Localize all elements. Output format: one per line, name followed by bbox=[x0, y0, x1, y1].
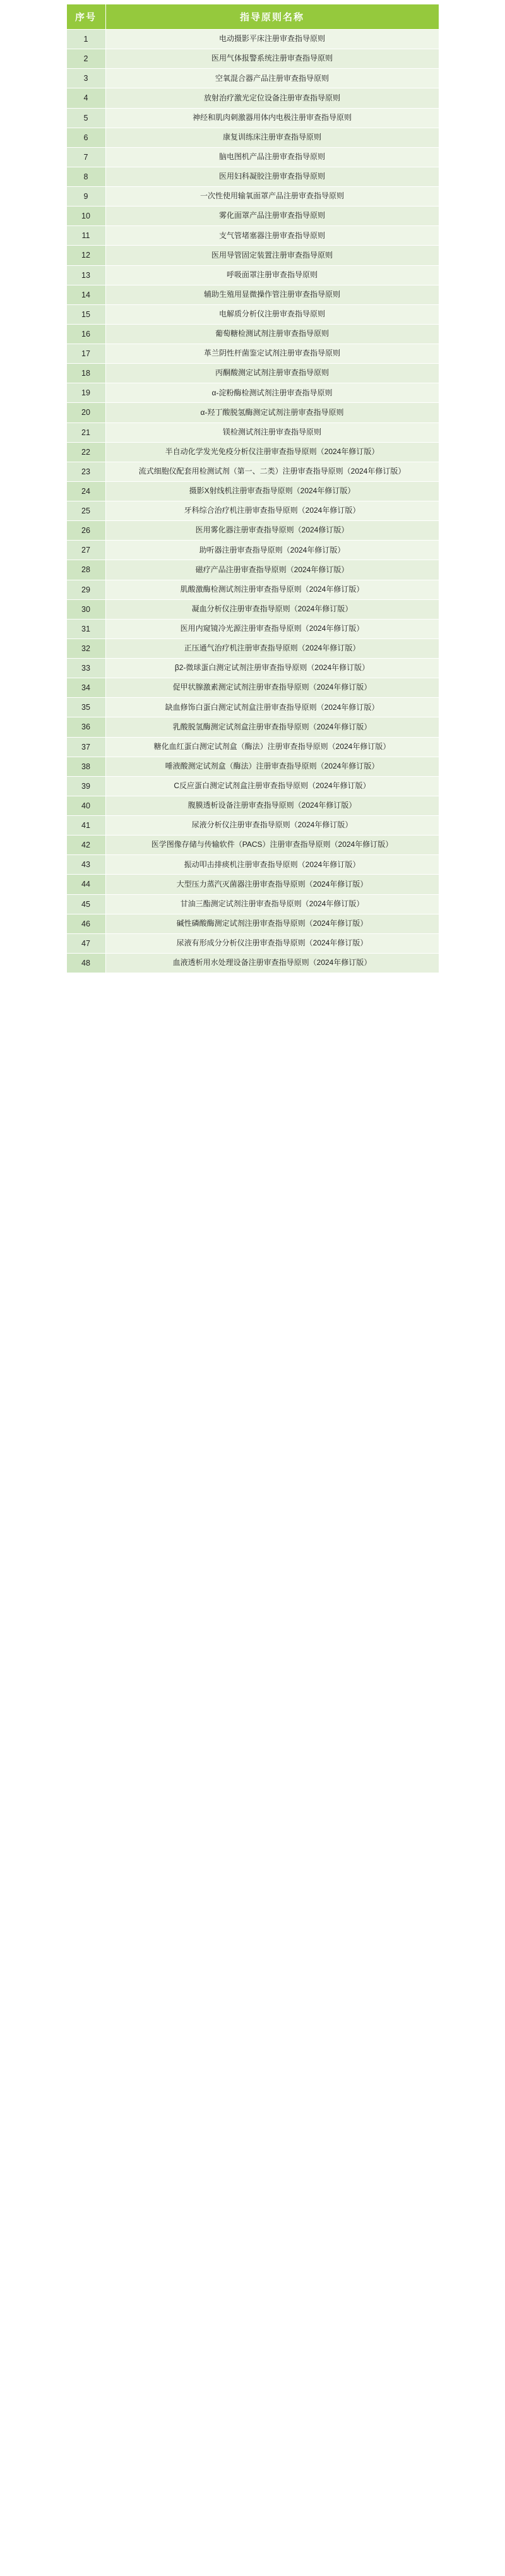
row-guideline-name: α-淀粉酶检测试剂注册审查指导原则 bbox=[105, 383, 439, 403]
row-number: 6 bbox=[66, 128, 105, 147]
row-number: 18 bbox=[66, 364, 105, 383]
row-number: 14 bbox=[66, 285, 105, 304]
row-guideline-name: 尿液有形成分分析仪注册审查指导原则（2024年修订版） bbox=[105, 933, 439, 953]
table-row bbox=[66, 875, 439, 894]
row-number: 35 bbox=[66, 698, 105, 717]
table-row bbox=[66, 462, 439, 481]
row-guideline-name: 摄影X射线机注册审查指导原则（2024年修订版） bbox=[105, 481, 439, 501]
row-guideline-name: 雾化面罩产品注册审查指导原则 bbox=[105, 207, 439, 226]
row-number: 17 bbox=[66, 344, 105, 364]
row-number: 3 bbox=[66, 69, 105, 88]
row-number: 31 bbox=[66, 619, 105, 638]
row-guideline-name: 葡萄糖检测试剂注册审查指导原则 bbox=[105, 324, 439, 344]
table-row bbox=[66, 776, 439, 796]
row-guideline-name: 放射治疗激光定位设备注册审查指导原则 bbox=[105, 88, 439, 108]
table-row bbox=[66, 521, 439, 541]
row-guideline-name: 空氧混合器产品注册审查指导原则 bbox=[105, 69, 439, 88]
row-guideline-name: 医用导管固定装置注册审查指导原则 bbox=[105, 246, 439, 265]
row-number: 39 bbox=[66, 776, 105, 796]
table-row bbox=[66, 560, 439, 580]
row-guideline-name: 医学图像存储与传输软件（PACS）注册审查指导原则（2024年修订版） bbox=[105, 836, 439, 855]
table-row bbox=[66, 481, 439, 501]
row-number: 26 bbox=[66, 521, 105, 541]
table-row bbox=[66, 737, 439, 757]
row-guideline-name: 神经和肌肉刺激器用体内电极注册审查指导原则 bbox=[105, 108, 439, 128]
table-row bbox=[66, 285, 439, 304]
row-number: 47 bbox=[66, 933, 105, 953]
row-number: 23 bbox=[66, 462, 105, 481]
table-row bbox=[66, 698, 439, 717]
table-row bbox=[66, 128, 439, 147]
row-number: 24 bbox=[66, 481, 105, 501]
row-guideline-name: 促甲状腺激素测定试剂注册审查指导原则（2024年修订版） bbox=[105, 678, 439, 698]
row-guideline-name: 流式细胞仪配套用检测试剂（第一、二类）注册审查指导原则（2024年修订版） bbox=[105, 462, 439, 481]
table-row bbox=[66, 659, 439, 678]
table-header-row bbox=[66, 4, 439, 30]
row-guideline-name: 尿液分析仪注册审查指导原则（2024年修订版） bbox=[105, 816, 439, 836]
table-row bbox=[66, 207, 439, 226]
row-guideline-name: 肌酸激酶检测试剂注册审查指导原则（2024年修订版） bbox=[105, 580, 439, 599]
row-guideline-name: 呼吸面罩注册审查指导原则 bbox=[105, 265, 439, 285]
row-number: 8 bbox=[66, 167, 105, 186]
row-guideline-name: 电解质分析仪注册审查指导原则 bbox=[105, 304, 439, 324]
row-number: 33 bbox=[66, 659, 105, 678]
table-row bbox=[66, 855, 439, 875]
table-row bbox=[66, 383, 439, 403]
guideline-table bbox=[66, 4, 439, 973]
table-row bbox=[66, 599, 439, 619]
table-row bbox=[66, 501, 439, 521]
table-row bbox=[66, 836, 439, 855]
row-number: 22 bbox=[66, 442, 105, 462]
row-number: 20 bbox=[66, 403, 105, 422]
table-row bbox=[66, 246, 439, 265]
row-guideline-name: 镁检测试剂注册审查指导原则 bbox=[105, 422, 439, 442]
table-row bbox=[66, 69, 439, 88]
row-guideline-name: α-羟丁酸脱氢酶测定试剂注册审查指导原则 bbox=[105, 403, 439, 422]
row-number: 46 bbox=[66, 914, 105, 933]
table-row bbox=[66, 580, 439, 599]
row-guideline-name: 血液透析用水处理设备注册审查指导原则（2024年修订版） bbox=[105, 953, 439, 973]
guideline-table-container bbox=[0, 0, 505, 973]
table-row bbox=[66, 717, 439, 737]
row-guideline-name: 康复训练床注册审查指导原则 bbox=[105, 128, 439, 147]
row-guideline-name: 甘油三酯测定试剂注册审查指导原则（2024年修订版） bbox=[105, 894, 439, 914]
row-guideline-name: 革兰阴性杆菌鉴定试剂注册审查指导原则 bbox=[105, 344, 439, 364]
row-guideline-name: 唾液酸测定试剂盒（酶法）注册审查指导原则（2024年修订版） bbox=[105, 757, 439, 776]
table-row bbox=[66, 304, 439, 324]
row-number: 2 bbox=[66, 49, 105, 69]
row-number: 1 bbox=[66, 30, 105, 49]
table-row bbox=[66, 187, 439, 207]
table-row bbox=[66, 914, 439, 933]
row-number: 40 bbox=[66, 796, 105, 815]
row-number: 12 bbox=[66, 246, 105, 265]
table-row bbox=[66, 678, 439, 698]
row-guideline-name: 辅助生殖用显微操作管注册审查指导原则 bbox=[105, 285, 439, 304]
row-guideline-name: 磁疗产品注册审查指导原则（2024年修订版） bbox=[105, 560, 439, 580]
column-header-name: 指导原则名称 bbox=[105, 4, 439, 30]
table-row bbox=[66, 364, 439, 383]
table-row bbox=[66, 638, 439, 658]
row-guideline-name: 半自动化学发光免疫分析仪注册审查指导原则（2024年修订版） bbox=[105, 442, 439, 462]
table-header bbox=[66, 4, 439, 30]
table-body bbox=[66, 30, 439, 973]
row-number: 30 bbox=[66, 599, 105, 619]
row-guideline-name: 凝血分析仪注册审查指导原则（2024年修订版） bbox=[105, 599, 439, 619]
row-number: 44 bbox=[66, 875, 105, 894]
row-number: 19 bbox=[66, 383, 105, 403]
table-row bbox=[66, 344, 439, 364]
row-guideline-name: 电动摄影平床注册审查指导原则 bbox=[105, 30, 439, 49]
table-row bbox=[66, 541, 439, 560]
row-guideline-name: 振动叩击排痰机注册审查指导原则（2024年修订版） bbox=[105, 855, 439, 875]
row-guideline-name: 正压通气治疗机注册审查指导原则（2024年修订版） bbox=[105, 638, 439, 658]
table-row bbox=[66, 324, 439, 344]
row-number: 25 bbox=[66, 501, 105, 521]
row-guideline-name: 脑电图机产品注册审查指导原则 bbox=[105, 147, 439, 167]
table-row bbox=[66, 108, 439, 128]
row-number: 42 bbox=[66, 836, 105, 855]
row-guideline-name: 腹膜透析设备注册审查指导原则（2024年修订版） bbox=[105, 796, 439, 815]
row-number: 7 bbox=[66, 147, 105, 167]
row-guideline-name: 支气管堵塞器注册审查指导原则 bbox=[105, 226, 439, 246]
row-guideline-name: 一次性使用输氧面罩产品注册审查指导原则 bbox=[105, 187, 439, 207]
row-guideline-name: C反应蛋白测定试剂盒注册审查指导原则（2024年修订版） bbox=[105, 776, 439, 796]
row-guideline-name: 助听器注册审查指导原则（2024年修订版） bbox=[105, 541, 439, 560]
row-guideline-name: 牙科综合治疗机注册审查指导原则（2024年修订版） bbox=[105, 501, 439, 521]
table-row bbox=[66, 167, 439, 186]
table-row bbox=[66, 422, 439, 442]
row-guideline-name: 糖化血红蛋白测定试剂盒（酶法）注册审查指导原则（2024年修订版） bbox=[105, 737, 439, 757]
table-row bbox=[66, 403, 439, 422]
table-row bbox=[66, 953, 439, 973]
row-guideline-name: 缺血修饰白蛋白测定试剂盒注册审查指导原则（2024年修订版） bbox=[105, 698, 439, 717]
row-number: 13 bbox=[66, 265, 105, 285]
row-guideline-name: 医用气体报警系统注册审查指导原则 bbox=[105, 49, 439, 69]
row-number: 11 bbox=[66, 226, 105, 246]
row-number: 41 bbox=[66, 816, 105, 836]
row-guideline-name: 医用雾化器注册审查指导原则（2024修订版） bbox=[105, 521, 439, 541]
row-number: 10 bbox=[66, 207, 105, 226]
row-number: 5 bbox=[66, 108, 105, 128]
table-row bbox=[66, 49, 439, 69]
row-number: 28 bbox=[66, 560, 105, 580]
table-row bbox=[66, 933, 439, 953]
table-row bbox=[66, 147, 439, 167]
row-number: 32 bbox=[66, 638, 105, 658]
row-number: 29 bbox=[66, 580, 105, 599]
row-guideline-name: 医用内窥镜冷光源注册审查指导原则（2024年修订版） bbox=[105, 619, 439, 638]
table-row bbox=[66, 442, 439, 462]
row-number: 45 bbox=[66, 894, 105, 914]
row-guideline-name: 丙酮酸测定试剂注册审查指导原则 bbox=[105, 364, 439, 383]
row-number: 27 bbox=[66, 541, 105, 560]
row-guideline-name: 乳酸脱氢酶测定试剂盒注册审查指导原则（2024年修订版） bbox=[105, 717, 439, 737]
row-number: 43 bbox=[66, 855, 105, 875]
row-number: 48 bbox=[66, 953, 105, 973]
row-number: 36 bbox=[66, 717, 105, 737]
row-guideline-name: 大型压力蒸汽灭菌器注册审查指导原则（2024年修订版） bbox=[105, 875, 439, 894]
table-row bbox=[66, 226, 439, 246]
row-number: 15 bbox=[66, 304, 105, 324]
table-row bbox=[66, 757, 439, 776]
column-header-no: 序号 bbox=[66, 4, 105, 30]
row-number: 9 bbox=[66, 187, 105, 207]
row-number: 34 bbox=[66, 678, 105, 698]
row-number: 37 bbox=[66, 737, 105, 757]
table-row bbox=[66, 619, 439, 638]
table-row bbox=[66, 30, 439, 49]
table-row bbox=[66, 265, 439, 285]
table-row bbox=[66, 796, 439, 815]
table-row bbox=[66, 816, 439, 836]
table-row bbox=[66, 894, 439, 914]
row-number: 4 bbox=[66, 88, 105, 108]
row-number: 38 bbox=[66, 757, 105, 776]
row-guideline-name: β2-微球蛋白测定试剂注册审查指导原则（2024年修订版） bbox=[105, 659, 439, 678]
row-guideline-name: 医用妇科凝胶注册审查指导原则 bbox=[105, 167, 439, 186]
row-guideline-name: 碱性磷酸酶测定试剂注册审查指导原则（2024年修订版） bbox=[105, 914, 439, 933]
row-number: 21 bbox=[66, 422, 105, 442]
row-number: 16 bbox=[66, 324, 105, 344]
table-row bbox=[66, 88, 439, 108]
